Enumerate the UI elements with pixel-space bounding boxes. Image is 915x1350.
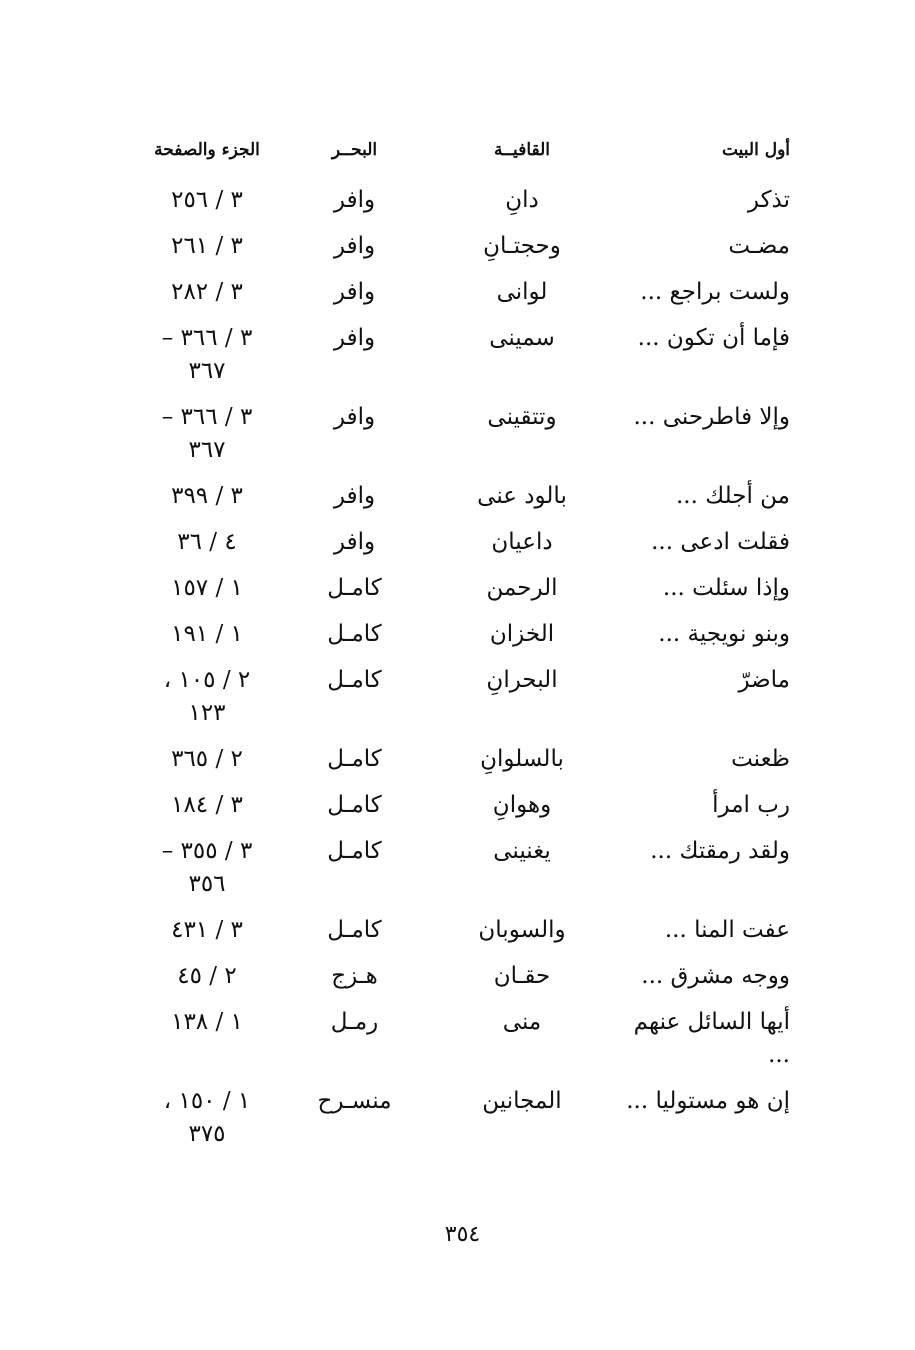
rhyme: حقـان <box>493 963 551 989</box>
table-row <box>120 789 790 822</box>
table-row <box>120 526 790 559</box>
verse-start: ولقد رمقتك ... <box>650 838 790 864</box>
verse-start: تذكر <box>747 187 790 213</box>
meter: كامـل <box>327 838 382 864</box>
verse-start: أيها السائل عنهم ... <box>633 1009 790 1068</box>
volume-page-ref: ١ / ١٣٨ <box>171 1009 243 1035</box>
volume-page-ref: ٤ / ٣٦ <box>177 529 237 555</box>
volume-page-ref: ٢ / ٣٦٥ <box>171 746 243 772</box>
table-row <box>120 401 790 467</box>
verse-start: وبنو نويجية ... <box>658 621 790 647</box>
header-volume-page: الجزء والصفحة <box>154 140 260 160</box>
meter: هـزج <box>331 963 378 989</box>
rhyme: منى <box>502 1009 542 1035</box>
volume-page-ref: ١ / ١٩١ <box>171 621 243 647</box>
rhyme: والسوبان <box>478 917 566 943</box>
meter: كامـل <box>327 917 382 943</box>
verse-start: عفت المنا ... <box>664 917 790 943</box>
meter: كامـل <box>327 792 382 818</box>
verse-start: إن هو مستوليا ... <box>626 1088 790 1114</box>
meter: كامـل <box>327 575 382 601</box>
verse-start: ووجه مشرق ... <box>641 963 790 989</box>
table-row <box>120 184 790 217</box>
rhyme: دانِ <box>505 187 539 213</box>
volume-page-ref: ١ / ١٥٧ <box>171 575 243 601</box>
volume-page-ref: ٣ / ٢٨٢ <box>171 279 243 305</box>
verse-start: فقلت ادعى ... <box>651 529 790 555</box>
table-row <box>120 230 790 263</box>
table-row <box>120 835 790 901</box>
table-row <box>120 664 790 730</box>
volume-page-ref: ٣ / ٢٦١ <box>171 233 243 259</box>
volume-page-ref: ٣ / ٣٩٩ <box>171 483 243 509</box>
verse-start: وإذا سئلت ... <box>662 575 790 601</box>
rhyme: الرحمن <box>486 575 558 601</box>
rhyme: وحجتـانِ <box>483 233 561 259</box>
volume-page-ref: ٣ / ٣٦٦ – ٣٦٧ <box>161 325 253 384</box>
table-row <box>120 322 790 388</box>
rhyme: يغنينى <box>493 838 551 864</box>
table-header <box>120 136 790 164</box>
header-verse-start: أول البيت <box>721 140 790 160</box>
page-number: ٣٥٤ <box>444 1222 481 1247</box>
verse-start: ولست براجع ... <box>640 279 790 305</box>
verse-start: رب امرأ <box>712 792 790 818</box>
verse-index-table <box>120 136 790 1164</box>
verse-start: ظعنت <box>731 746 790 772</box>
volume-page-ref: ٢ / ١٠٥ ، ١٢٣ <box>163 667 251 726</box>
meter: وافر <box>333 404 376 430</box>
meter: وافر <box>333 529 376 555</box>
volume-page-ref: ٣ / ٣٦٦ – ٣٦٧ <box>161 404 253 463</box>
verse-start: ماضرّ <box>738 667 790 693</box>
volume-page-ref: ١ / ١٥٠ ، ٣٧٥ <box>163 1088 251 1147</box>
meter: منسـرح <box>317 1088 392 1114</box>
meter: وافر <box>333 187 376 213</box>
meter: رمـل <box>330 1009 379 1035</box>
volume-page-ref: ٣ / ٢٥٦ <box>171 187 243 213</box>
meter: كامـل <box>327 667 382 693</box>
rhyme: بالود عنى <box>477 483 567 509</box>
table-row <box>120 572 790 605</box>
rhyme: وتتقينى <box>487 404 557 430</box>
meter: وافر <box>333 483 376 509</box>
table-row <box>120 618 790 651</box>
verse-start: وإلا فاطرحنى ... <box>633 404 790 430</box>
volume-page-ref: ٣ / ٤٣١ <box>171 917 243 943</box>
rhyme: الخزان <box>489 621 555 647</box>
rhyme: بالسلوانِ <box>480 746 564 772</box>
volume-page-ref: ٣ / ١٨٤ <box>171 792 243 818</box>
header-meter: البحــر <box>331 140 378 160</box>
table-row <box>120 276 790 309</box>
table-row <box>120 480 790 513</box>
rhyme: داعيان <box>491 529 553 555</box>
verse-start: فإما أن تكون ... <box>637 325 790 351</box>
volume-page-ref: ٣ / ٣٥٥ – ٣٥٦ <box>161 838 253 897</box>
meter: وافر <box>333 325 376 351</box>
verse-start: من أجلك ... <box>676 483 790 509</box>
header-rhyme: القافيــة <box>493 140 550 160</box>
table-row <box>120 960 790 993</box>
table-row <box>120 743 790 776</box>
meter: كامـل <box>327 621 382 647</box>
rhyme: لوانى <box>496 279 548 305</box>
meter: وافر <box>333 279 376 305</box>
meter: وافر <box>333 233 376 259</box>
rhyme: البحرانِ <box>486 667 558 693</box>
table-row <box>120 914 790 947</box>
table-row <box>120 1006 790 1072</box>
rhyme: وهوانِ <box>492 792 552 818</box>
verse-start: مضـت <box>728 233 790 259</box>
meter: كامـل <box>327 746 382 772</box>
volume-page-ref: ٢ / ٤٥ <box>177 963 237 989</box>
rhyme: سمينى <box>489 325 555 351</box>
table-row <box>120 1085 790 1151</box>
rhyme: المجانين <box>482 1088 562 1114</box>
